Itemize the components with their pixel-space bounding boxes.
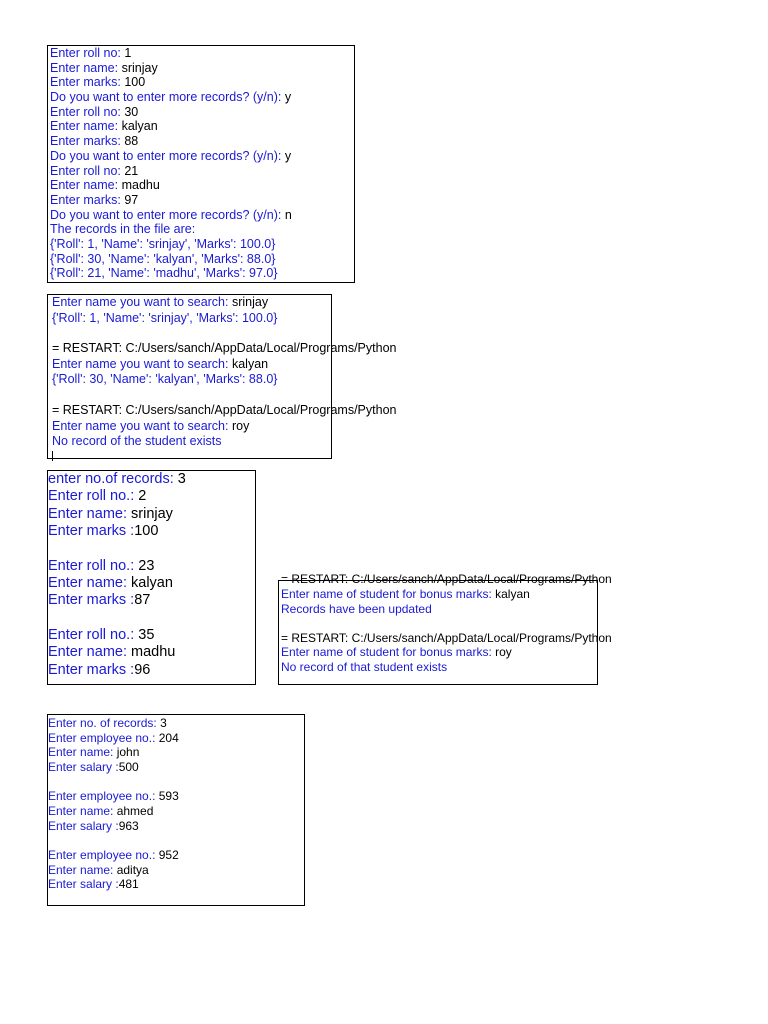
console-line: Enter marks :96 — [48, 661, 151, 678]
console-line: Enter name: john — [48, 745, 140, 760]
console-line: Enter name of student for bonus marks: kalyan — [281, 587, 530, 601]
console-line: Enter roll no: 30 — [50, 104, 139, 119]
console-line: Enter roll no.: 35 — [48, 626, 155, 643]
console-line: {'Roll': 30, 'Name': 'kalyan', 'Marks': 88.0} — [50, 251, 276, 266]
text-cursor — [52, 450, 331, 460]
console-line: {'Roll': 21, 'Name': 'madhu', 'Marks': 97.0} — [50, 266, 278, 281]
console-output-student-entry — [47, 470, 256, 685]
console-line: Enter salary :500 — [48, 759, 139, 774]
console-line: Do you want to enter more records? (y/n): y — [50, 90, 292, 105]
console-line: Enter roll no.: 2 — [48, 488, 147, 505]
console-line: Enter employee no.: 204 — [48, 730, 179, 745]
console-line: The records in the file are: — [50, 222, 196, 237]
blank-line — [281, 617, 597, 631]
restart-line-clipped: = RESTART: C:/Users/sanch/AppData/Local/Programs/Python — [281, 572, 612, 586]
console-line: Enter marks :87 — [48, 592, 151, 609]
console-line: {'Roll': 1, 'Name': 'srinjay', 'Marks': 100.0} — [52, 310, 278, 325]
console-line: Enter name you want to search: srinjay — [52, 295, 269, 309]
console-line: Enter salary :481 — [48, 877, 139, 892]
console-output-search — [47, 294, 397, 459]
console-line: Enter employee no.: 952 — [48, 848, 179, 863]
blank-line — [48, 833, 304, 848]
console-line: Enter marks: 88 — [50, 134, 139, 149]
console-line: Enter name: madhu — [50, 178, 160, 193]
console-output-record-entry — [47, 45, 355, 283]
blank-line — [52, 388, 331, 403]
console-line: No record of the student exists — [52, 434, 222, 449]
console-line: Enter name: srinjay — [48, 505, 173, 522]
console-line: {'Roll': 1, 'Name': 'srinjay', 'Marks': 100.0} — [50, 236, 276, 251]
console-line: Enter name: ahmed — [48, 803, 154, 818]
blank-line — [52, 326, 331, 341]
console-line: Enter name: kalyan — [50, 119, 158, 134]
console-line: enter no.of records: 3 — [48, 471, 186, 487]
blank-line — [48, 610, 255, 627]
console-output-bonus-marks — [278, 572, 612, 685]
restart-line: = RESTART: C:/Users/sanch/AppData/Local/Programs/Python — [52, 402, 397, 417]
console-line: Do you want to enter more records? (y/n): n — [50, 207, 292, 222]
console-line: Enter marks :100 — [48, 523, 159, 540]
console-line: Enter roll no.: 23 — [48, 557, 155, 574]
blank-line — [48, 774, 304, 789]
console-line: Enter marks: 100 — [50, 75, 146, 90]
console-line: Enter name of student for bonus marks: roy — [281, 645, 512, 660]
console-line: Enter name: aditya — [48, 862, 149, 877]
console-line: Enter roll no: 21 — [50, 163, 139, 178]
console-line: Enter no. of records: 3 — [48, 716, 167, 730]
console-line: Enter roll no: 1 — [50, 46, 132, 60]
restart-line: = RESTART: C:/Users/sanch/AppData/Local/Programs/Python — [281, 630, 612, 645]
console-line: {'Roll': 30, 'Name': 'kalyan', 'Marks': 88.0} — [52, 372, 278, 387]
console-line: Enter name: srinjay — [50, 60, 158, 75]
restart-line: = RESTART: C:/Users/sanch/AppData/Local/Programs/Python — [52, 341, 397, 356]
console-line: Enter name: kalyan — [48, 574, 173, 591]
console-line: Enter marks: 97 — [50, 192, 139, 207]
console-line: Enter employee no.: 593 — [48, 789, 179, 804]
console-line: Enter name you want to search: roy — [52, 418, 250, 433]
console-line: Enter name you want to search: kalyan — [52, 356, 269, 371]
console-line: Enter salary :963 — [48, 818, 139, 833]
console-line: No record of that student exists — [281, 660, 448, 675]
console-line: Enter name: madhu — [48, 644, 176, 661]
console-line: Records have been updated — [281, 601, 432, 616]
console-line: Do you want to enter more records? (y/n): y — [50, 148, 292, 163]
console-output-employee-entry — [47, 714, 305, 906]
blank-line — [48, 541, 255, 558]
